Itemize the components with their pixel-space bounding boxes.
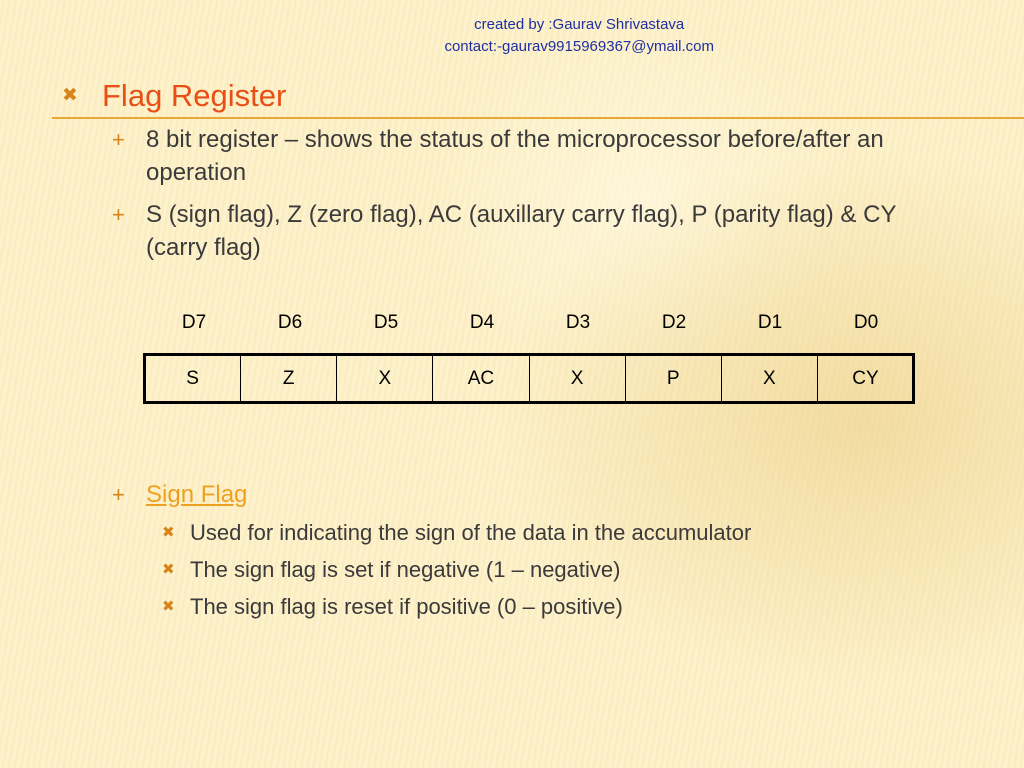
- sub-bullet-item: [162, 555, 620, 585]
- x-bullet-icon: ✖: [162, 561, 175, 578]
- bit-label: D2: [661, 312, 687, 333]
- bit-position-labels: [146, 312, 914, 334]
- sign-flag-link[interactable]: Sign Flag: [146, 481, 248, 508]
- plus-bullet-icon: +: [112, 127, 125, 152]
- author-credit: [444, 14, 714, 58]
- plus-bullet-icon: +: [112, 482, 125, 507]
- flag-cell: X: [529, 355, 625, 403]
- bit-label: D7: [181, 312, 207, 333]
- slide-title-row: [62, 76, 286, 116]
- x-bullet-icon: ✖: [162, 524, 175, 541]
- credit-name: created by :Gaurav Shrivastava: [474, 16, 685, 33]
- table-row: [145, 355, 914, 403]
- bit-label: D1: [757, 312, 783, 333]
- flag-cell: AC: [433, 355, 529, 403]
- slide-title: Flag Register: [102, 78, 287, 113]
- sub-bullet-item: [162, 592, 623, 622]
- sub-bullet-text: The sign flag is reset if positive (0 – positive): [190, 594, 623, 619]
- x-bullet-icon: ✖: [162, 598, 175, 615]
- flag-cell: X: [721, 355, 817, 403]
- bullet-flag-list: [112, 198, 912, 264]
- bit-label: D3: [565, 312, 591, 333]
- sub-bullet-text: The sign flag is set if negative (1 – negative): [190, 557, 621, 582]
- bit-label: D4: [469, 312, 495, 333]
- bullet-sign-flag: [112, 478, 912, 511]
- bit-label: D0: [853, 312, 879, 333]
- flag-cell: Z: [241, 355, 337, 403]
- flag-cell: P: [625, 355, 721, 403]
- bullet-text: 8 bit register – shows the status of the microprocessor before/after an operation: [146, 126, 884, 186]
- credit-contact: contact:-gaurav9915969367@ymail.com: [444, 38, 714, 55]
- bit-label: D6: [277, 312, 303, 333]
- flag-cell: X: [337, 355, 433, 403]
- plus-bullet-icon: +: [112, 202, 125, 227]
- x-bullet-icon: ✖: [62, 85, 78, 106]
- sub-bullet-item: [162, 518, 751, 548]
- bullet-register-description: [112, 123, 912, 189]
- flag-cell: CY: [817, 355, 913, 403]
- flag-register-table: [144, 354, 914, 403]
- flag-cell: S: [145, 355, 241, 403]
- title-underline: [52, 117, 1024, 119]
- sub-bullet-text: Used for indicating the sign of the data in the accumulator: [190, 520, 752, 545]
- bullet-text: S (sign flag), Z (zero flag), AC (auxillary carry flag), P (parity flag) & CY (carry flag): [146, 201, 897, 261]
- bit-label: D5: [373, 312, 399, 333]
